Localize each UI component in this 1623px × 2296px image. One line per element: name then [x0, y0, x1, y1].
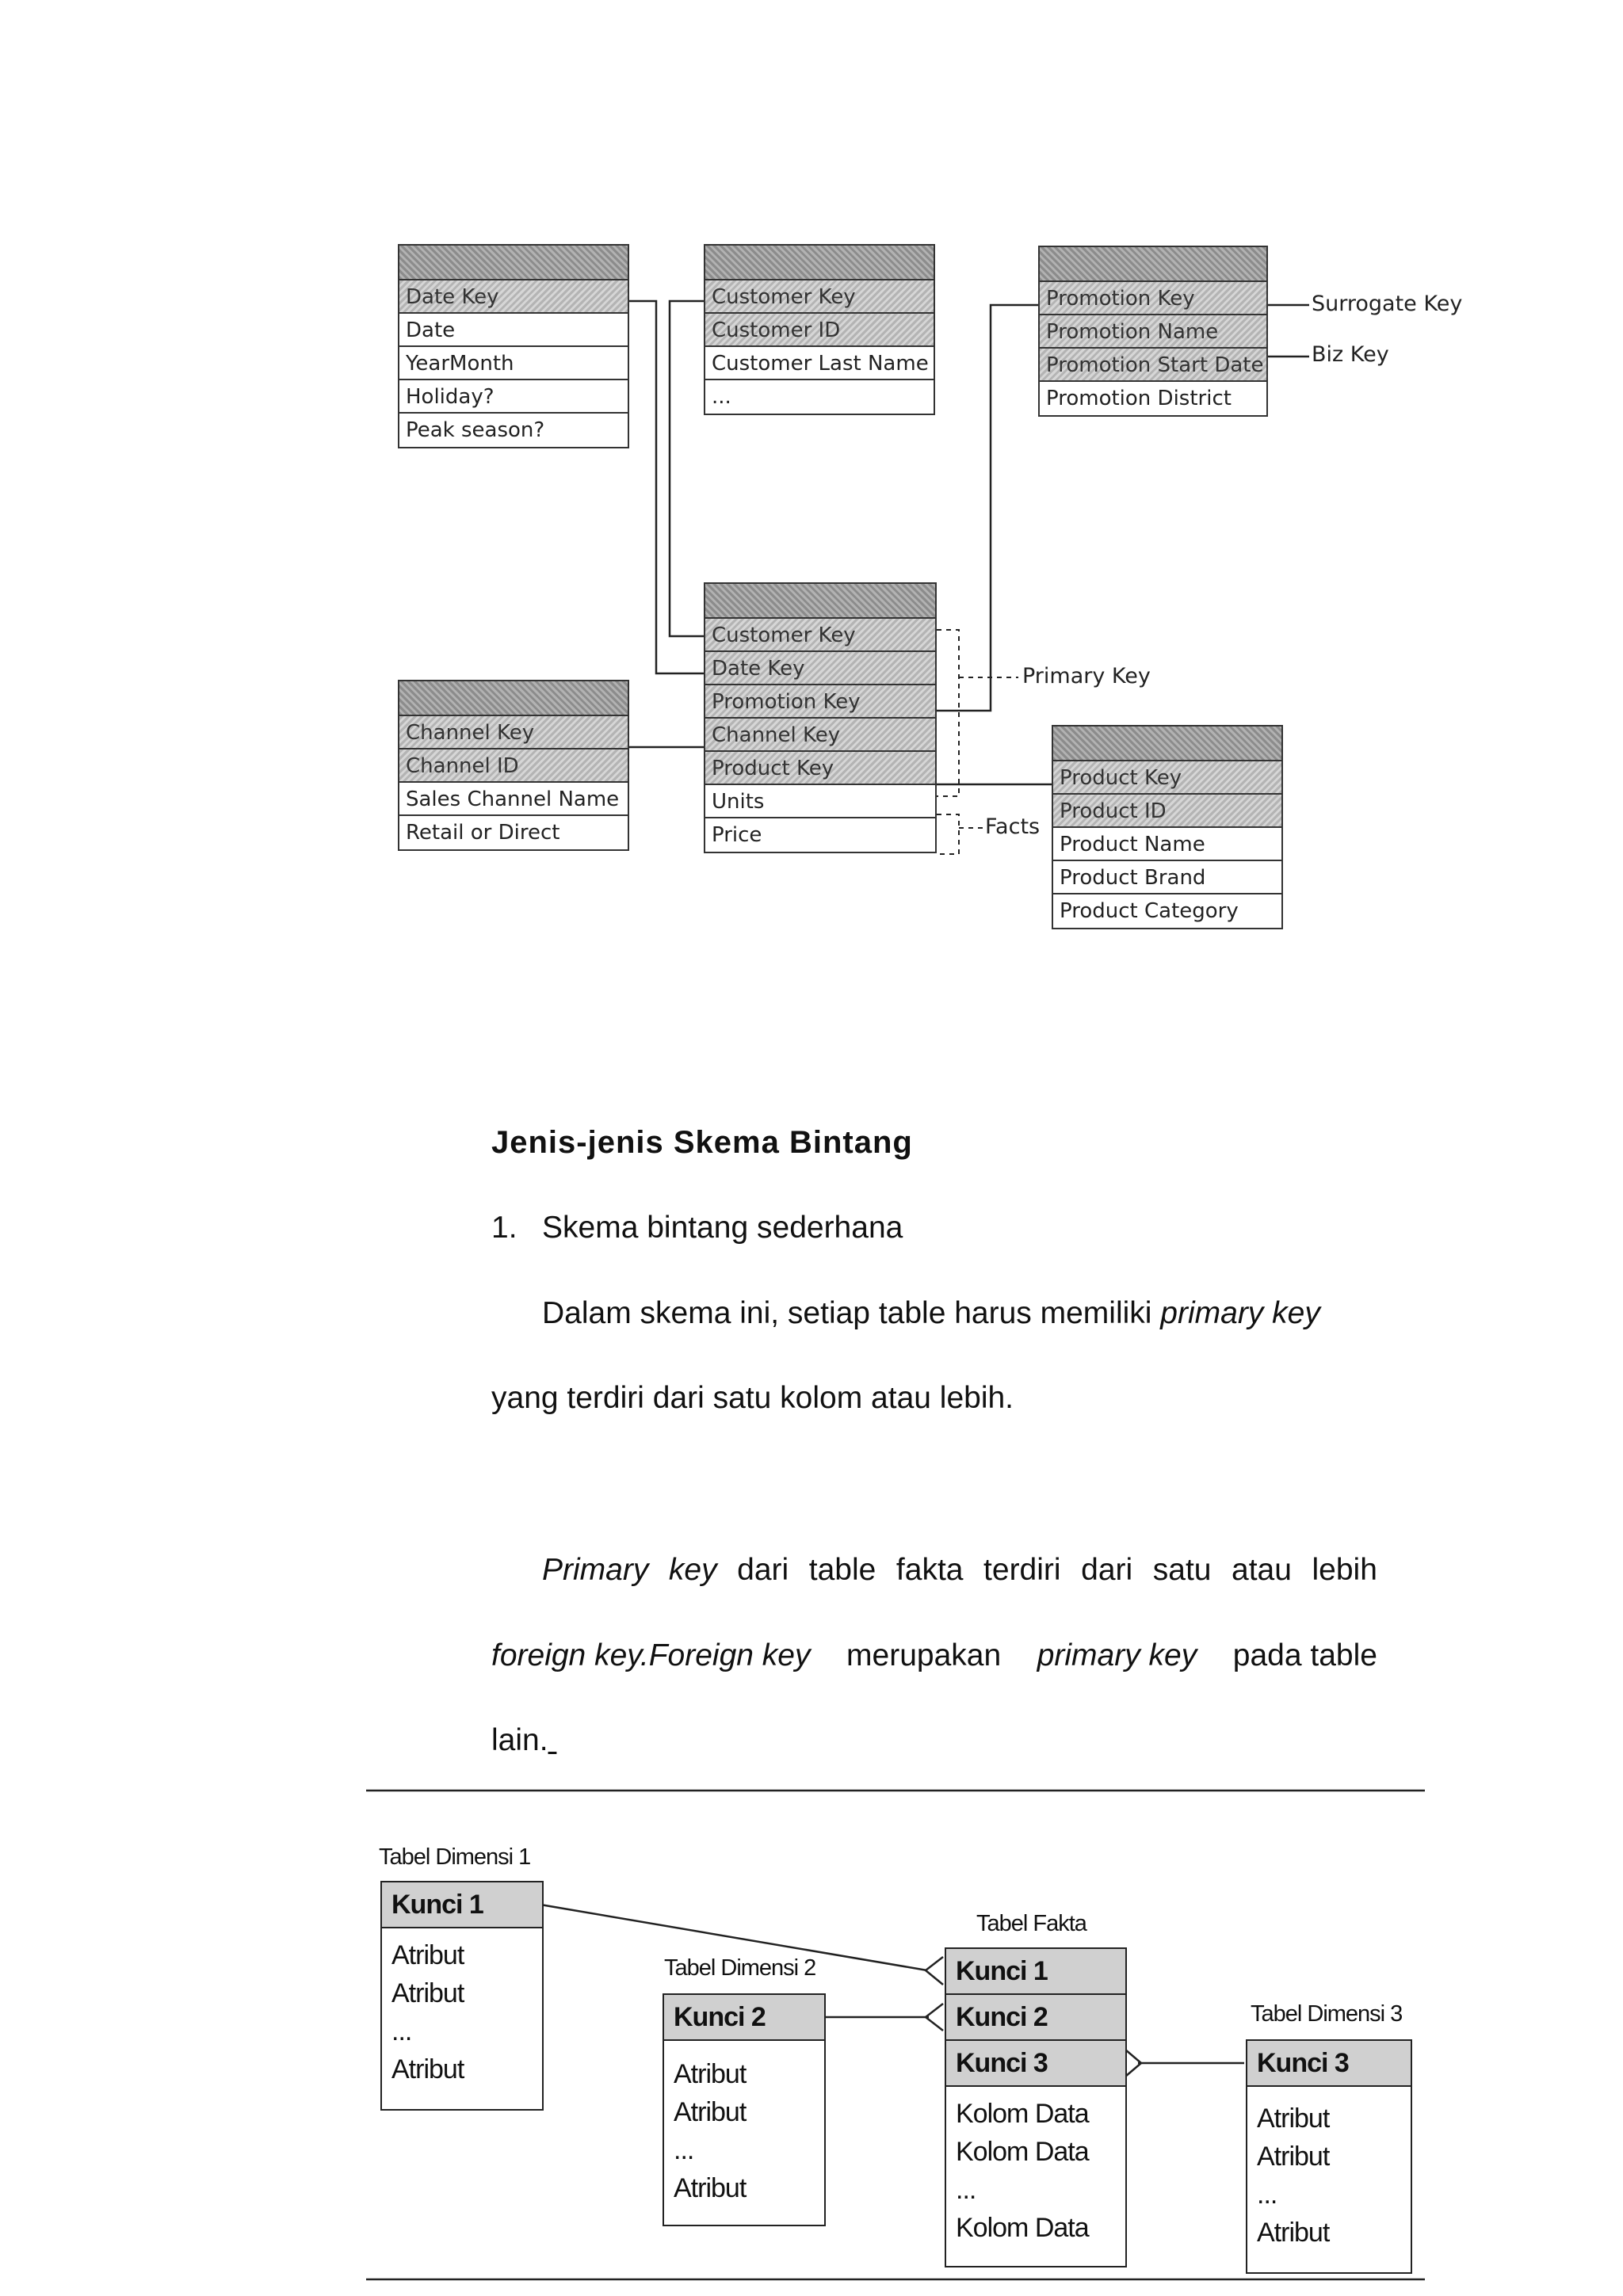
key-cell: Kunci 3	[946, 2041, 1125, 2087]
key-cell: Kunci 1	[382, 1882, 542, 1928]
biz-key-annotation: Biz Key	[1312, 342, 1389, 367]
table-row: Peak season?	[406, 418, 545, 442]
attribute-row: Atribut	[1257, 2142, 1330, 2172]
table-row: Promotion Key	[705, 685, 935, 719]
table-row: Product Key	[1053, 761, 1281, 795]
dimension-3-table	[1246, 2039, 1412, 2274]
key-cell: Kunci 3	[1247, 2041, 1411, 2087]
paragraph-word: terdiri	[983, 1553, 1061, 1587]
table-row: Channel ID	[399, 749, 628, 783]
paragraph-word: fakta	[896, 1553, 964, 1587]
data-column-list	[946, 2087, 1125, 2255]
fact-table	[945, 1947, 1127, 2267]
attribute-row: Atribut	[674, 2097, 747, 2127]
attribute-row: ...	[391, 2016, 412, 2046]
dim2-label: Tabel Dimensi 2	[664, 1955, 816, 1981]
data-column-row: Kolom Data	[956, 2213, 1089, 2243]
paragraph-word: key	[668, 1553, 717, 1587]
attribute-row: ...	[1257, 2180, 1277, 2210]
paragraph-text: Dalam skema ini, setiap table harus memiliki	[542, 1296, 1152, 1330]
paragraph-word: lebih	[1312, 1553, 1377, 1587]
paragraph-word: Primary	[542, 1553, 649, 1587]
table-row: Date Key	[705, 652, 935, 685]
attribute-row: Atribut	[391, 2054, 464, 2084]
attribute-row: ...	[674, 2135, 694, 2165]
paragraph-word: pada table	[1232, 1638, 1377, 1672]
list-item-number: 1.	[491, 1211, 517, 1245]
paragraph-word: merupakan	[846, 1638, 1002, 1672]
table-row: Date	[399, 314, 628, 347]
dim3-label: Tabel Dimensi 3	[1251, 2001, 1403, 2027]
attribute-row: Atribut	[391, 1940, 464, 1970]
attribute-list	[1247, 2087, 1411, 2260]
dim1-label: Tabel Dimensi 1	[379, 1844, 531, 1870]
table-row: Promotion Start Date	[1040, 349, 1266, 382]
table-row: Units	[705, 785, 935, 818]
table-row: Sales Channel Name	[399, 783, 628, 816]
table-row: Promotion Key	[1040, 282, 1266, 315]
table-row: Product Name	[1053, 828, 1281, 861]
paragraph-word: satu	[1152, 1553, 1212, 1587]
table-row: Customer Last Name	[705, 347, 934, 380]
paragraph-emphasis: primary key	[1160, 1296, 1320, 1330]
dimension-2-table	[663, 1993, 826, 2226]
table-row: Product Key	[705, 752, 935, 785]
table-row: Channel Key	[399, 716, 628, 749]
paragraph-word: table	[808, 1553, 876, 1587]
paragraph-emphasis: primary key	[1037, 1638, 1197, 1672]
table-row: ...	[712, 385, 731, 409]
table-row: Promotion District	[1046, 387, 1232, 410]
dimension-1-table	[380, 1881, 544, 2111]
table-row: Date Key	[399, 280, 628, 314]
table-row: Product ID	[1053, 795, 1281, 828]
table-row: Retail or Direct	[406, 821, 560, 845]
table-row: Holiday?	[399, 380, 628, 414]
attribute-row: Atribut	[1257, 2218, 1330, 2248]
table-row: Product Category	[1060, 899, 1239, 923]
primary-key-annotation: Primary Key	[1022, 664, 1151, 688]
paragraph-emphasis: foreign key.Foreign key	[491, 1638, 811, 1672]
facts-annotation: Facts	[985, 814, 1041, 839]
attribute-row: Atribut	[391, 1978, 464, 2008]
table-row: Customer Key	[705, 280, 934, 314]
fact-label: Tabel Fakta	[976, 1911, 1086, 1936]
table-row: Customer Key	[705, 619, 935, 652]
table-row: Promotion Name	[1040, 315, 1266, 349]
paragraph-text: lain.	[491, 1723, 548, 1757]
key-cell: Kunci 2	[946, 1995, 1125, 2041]
paragraph-word: dari	[1081, 1553, 1133, 1587]
paragraph-word: dari	[737, 1553, 789, 1587]
table-row: Channel Key	[705, 719, 935, 752]
attribute-row: Atribut	[674, 2173, 747, 2203]
paragraph-1-line-2: yang terdiri dari satu kolom atau lebih.	[491, 1381, 1014, 1415]
table-row: Price	[712, 823, 762, 847]
attribute-list	[664, 2041, 824, 2215]
table-row: Product Brand	[1053, 861, 1281, 894]
section-heading: Jenis-jenis Skema Bintang	[491, 1125, 913, 1160]
paragraph-word: atau	[1232, 1553, 1292, 1587]
data-column-row: Kolom Data	[956, 2137, 1089, 2167]
list-item-title: Skema bintang sederhana	[542, 1211, 903, 1245]
data-column-row: ...	[956, 2175, 976, 2205]
data-column-row: Kolom Data	[956, 2099, 1089, 2129]
table-row: YearMonth	[399, 347, 628, 380]
table-row: Customer ID	[705, 314, 934, 347]
attribute-list	[382, 1928, 542, 2096]
attribute-row: Atribut	[1257, 2103, 1330, 2134]
key-cell: Kunci 1	[946, 1949, 1125, 1995]
surrogate-key-annotation: Surrogate Key	[1312, 292, 1463, 316]
key-cell: Kunci 2	[664, 1995, 824, 2041]
attribute-row: Atribut	[674, 2059, 747, 2089]
